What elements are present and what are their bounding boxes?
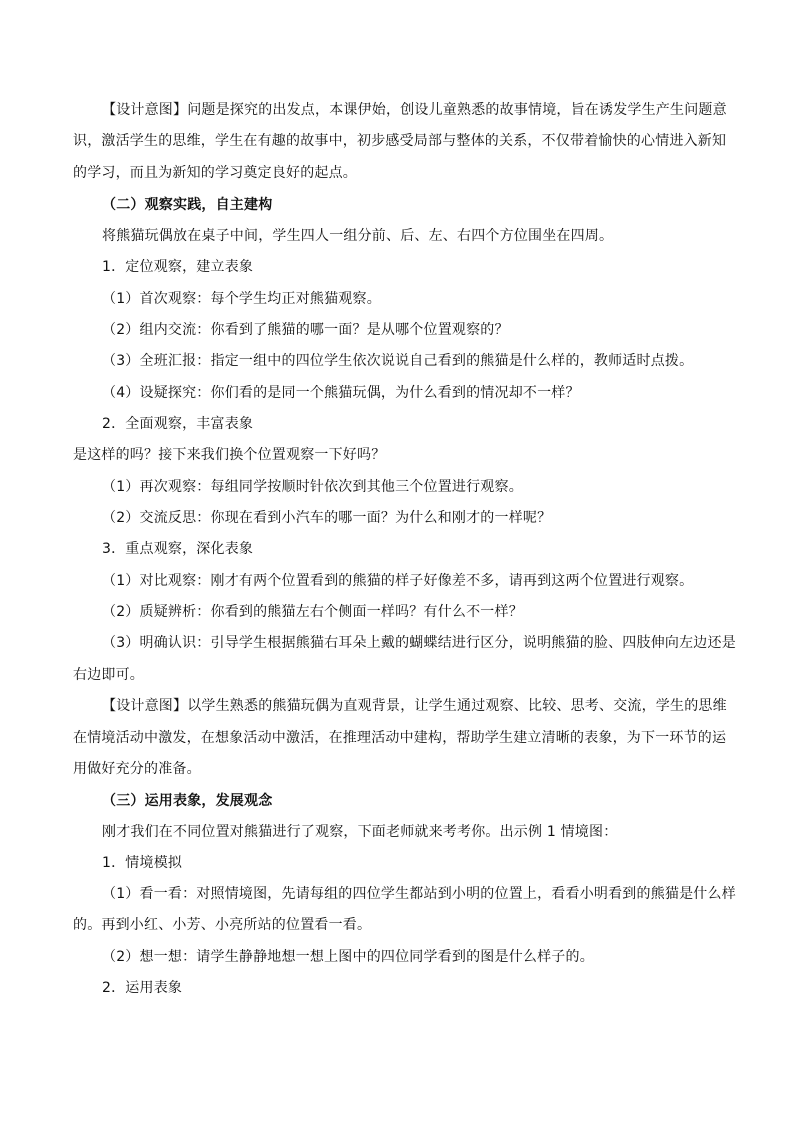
list-item: （2）组内交流：你看到了熊猫的哪一面？是从哪个位置观察的？ — [102, 322, 509, 338]
step-heading: 3．重点观察，深化表象 — [102, 541, 254, 557]
design-intent-line: 的学习，而且为新知的学习奠定良好的起点。 — [73, 165, 357, 181]
step-heading: 2．全面观察，丰富表象 — [102, 416, 254, 432]
list-item: （4）设疑探究：你们看的是同一个熊猫玩偶，为什么看到的情况却不一样？ — [102, 385, 580, 401]
section-heading: （三）运用表象，发展观念 — [102, 793, 273, 809]
list-item: （3）全班汇报：指定一组中的四位学生依次说说自己看到的熊猫是什么样的，教师适时点拨。 — [102, 353, 694, 369]
list-item: （1）看一看：对照情境图，先请每组的四位学生都站到小明的位置上，看看小明看到的熊猫是什么样 — [102, 886, 736, 902]
design-intent-line: 在情境活动中激发，在想象活动中激活，在推理活动中建构，帮助学生建立清晰的表象，为下一环节的运 — [73, 730, 727, 746]
list-item: （1）对比观察：刚才有两个位置看到的熊猫的样子好像差不多，请再到这两个位置进行观察。 — [102, 573, 694, 589]
step-heading: 1．情境模拟 — [102, 855, 183, 871]
list-item: （2）想一想：请学生静静地想一想上图中的四位同学看到的图是什么样子的。 — [102, 949, 594, 965]
step-heading: 2．运用表象 — [102, 980, 183, 996]
list-item: （2）交流反思：你现在看到小汽车的哪一面？为什么和刚才的一样呢？ — [102, 510, 552, 526]
list-item: 右边即可。 — [73, 667, 144, 683]
paragraph: 是这样的吗？接下来我们换个位置观察一下好吗？ — [73, 447, 386, 463]
list-item: （3）明确认识：引导学生根据熊猫右耳朵上戴的蝴蝶结进行区分，说明熊猫的脸、四肢伸向左边还是 — [102, 635, 736, 651]
step-heading: 1．定位观察，建立表象 — [102, 259, 254, 275]
section-heading: （二）观察实践，自主建构 — [102, 197, 273, 213]
design-intent-line: 用做好充分的准备。 — [73, 761, 201, 777]
list-item: （1）再次观察：每组同学按顺时针依次到其他三个位置进行观察。 — [102, 479, 523, 495]
paragraph: 将熊猫玩偶放在桌子中间，学生四人一组分前、后、左、右四个方位围坐在四周。 — [102, 228, 614, 244]
list-item: （2）质疑辨析：你看到的熊猫左右个侧面一样吗？有什么不一样？ — [102, 604, 523, 620]
list-item: 的。再到小红、小芳、小亮所站的位置看一看。 — [73, 917, 372, 933]
design-intent-line: 【设计意图】问题是探究的出发点，本课伊始，创设儿童熟悉的故事情境，旨在诱发学生产生问题意 — [102, 102, 727, 118]
paragraph: 刚才我们在不同位置对熊猫进行了观察，下面老师就来考考你。出示例 1 情境图： — [102, 824, 618, 840]
design-intent-line: 识，激活学生的思维，学生在有趣的故事中，初步感受局部与整体的关系，不仅带着愉快的心情进入新知 — [73, 133, 727, 149]
design-intent-line: 【设计意图】以学生熟悉的熊猫玩偶为直观背景，让学生通过观察、比较、思考、交流，学生的思维 — [102, 698, 727, 714]
list-item: （1）首次观察：每个学生均正对熊猫观察。 — [102, 291, 381, 307]
